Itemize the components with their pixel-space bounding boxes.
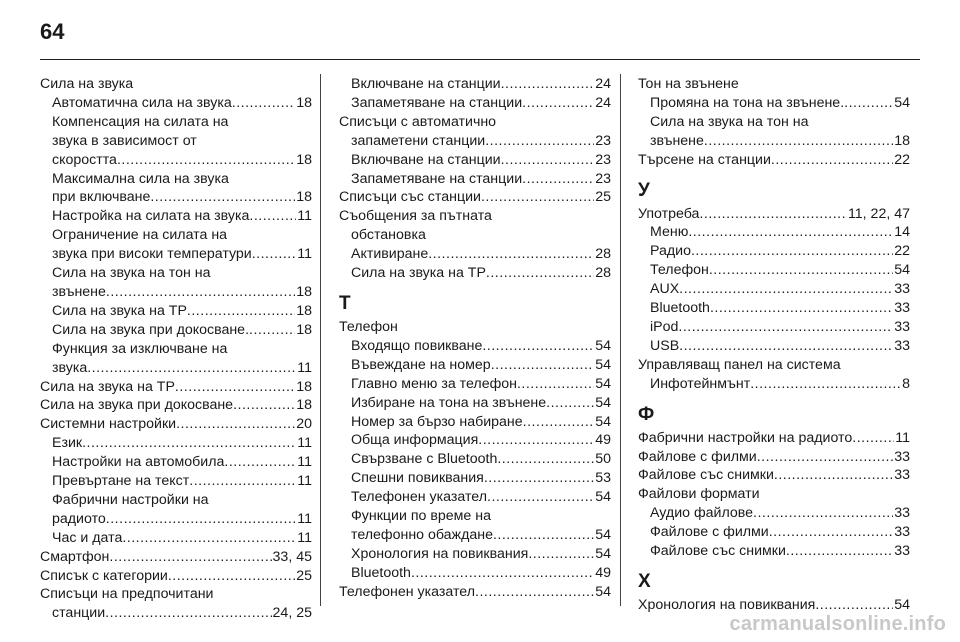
dot-leader bbox=[688, 223, 893, 242]
index-subentry bbox=[638, 113, 910, 151]
entry-label: Хронология на повиквания bbox=[351, 545, 529, 562]
index-entry bbox=[638, 356, 910, 375]
entry-page-ref: 24 bbox=[595, 76, 611, 92]
entry-page-ref: 54 bbox=[595, 375, 611, 392]
dot-leader bbox=[428, 245, 594, 264]
entry-page-ref: 23 bbox=[595, 170, 611, 187]
entry-page-ref: 11 bbox=[297, 454, 312, 471]
entry-page-ref: 54 bbox=[595, 413, 611, 430]
entry-label: AUX bbox=[650, 281, 680, 298]
entry-page-ref: 18 bbox=[296, 397, 312, 414]
entry-label: Избиране на тона на звънене bbox=[351, 394, 547, 411]
index-subentry bbox=[339, 488, 611, 507]
entry-page-ref: 18 bbox=[894, 132, 910, 149]
entry-page-ref: 54 bbox=[595, 489, 611, 506]
entry-page-ref: 11 bbox=[297, 246, 312, 263]
entry-label: Настройка на силата на звука bbox=[52, 208, 250, 225]
dot-leader bbox=[501, 75, 595, 94]
entry-label: USB bbox=[650, 337, 680, 354]
index-subentry bbox=[339, 413, 611, 432]
index-entry bbox=[339, 583, 611, 602]
index-subentry bbox=[339, 564, 611, 583]
dot-leader bbox=[232, 94, 295, 113]
entry-label: Запаметяване на станции bbox=[351, 170, 523, 187]
entry-label: Включване на станции bbox=[351, 76, 501, 92]
dot-leader bbox=[678, 318, 893, 337]
dot-leader bbox=[522, 94, 594, 113]
index-subentry bbox=[638, 504, 910, 523]
entry-label: Промяна на тона на звънене. bbox=[650, 94, 845, 111]
entry-page-ref: 25 bbox=[595, 189, 611, 206]
index-subentry bbox=[339, 245, 611, 264]
entry-label: Сила на звука bbox=[40, 76, 134, 92]
dot-leader bbox=[252, 245, 297, 264]
index-subentry bbox=[339, 75, 611, 94]
dot-leader bbox=[150, 188, 295, 207]
index-section-letter: Ф bbox=[638, 403, 655, 425]
entry-page-ref: 14 bbox=[894, 224, 910, 241]
entry-label: Меню bbox=[650, 224, 689, 241]
dot-leader bbox=[844, 94, 893, 113]
dot-leader bbox=[486, 264, 594, 283]
dot-leader bbox=[233, 396, 295, 415]
entry-page-ref: 33 bbox=[894, 448, 910, 465]
index-subentry bbox=[339, 151, 611, 170]
index-subentry bbox=[638, 242, 910, 261]
entry-page-ref: 11 bbox=[297, 510, 312, 527]
header-rule bbox=[40, 59, 920, 60]
entry-page-ref: 49 bbox=[595, 564, 611, 581]
dot-leader bbox=[493, 526, 594, 545]
dot-leader bbox=[528, 545, 594, 564]
dot-leader bbox=[87, 359, 296, 378]
entry-label: Запаметяване на станции bbox=[351, 94, 523, 111]
dot-leader bbox=[176, 415, 295, 434]
dot-leader bbox=[475, 583, 594, 602]
dot-leader bbox=[852, 429, 894, 448]
entry-label: Въвеждане на номер bbox=[351, 356, 491, 373]
index-subentry bbox=[339, 469, 611, 488]
dot-leader bbox=[482, 337, 594, 356]
index-subentry bbox=[40, 94, 312, 113]
entry-page-ref: 18 bbox=[296, 283, 312, 300]
entry-label: Тон на звънене bbox=[638, 76, 739, 92]
index-entry bbox=[40, 75, 312, 94]
entry-page-ref: 33 bbox=[894, 337, 910, 354]
entry-label: Сила на звука на TP bbox=[40, 378, 175, 395]
index-subentry bbox=[40, 529, 312, 548]
index-subentry bbox=[638, 523, 910, 542]
index-entry bbox=[638, 448, 910, 467]
dot-leader bbox=[709, 261, 893, 280]
entry-page-ref: 11 bbox=[297, 473, 312, 490]
entry-page-ref: 33 bbox=[894, 318, 910, 335]
dot-leader bbox=[106, 510, 296, 529]
entry-page-ref: 11 bbox=[297, 359, 312, 376]
entry-label: Bluetooth bbox=[650, 300, 710, 317]
index-entry bbox=[40, 567, 312, 586]
index-subentry bbox=[40, 302, 312, 321]
entry-page-ref: 54 bbox=[595, 356, 611, 373]
entry-label: запаметени станции bbox=[351, 132, 486, 149]
entry-page-ref: 33, 45 bbox=[272, 548, 312, 565]
entry-page-ref: 8 bbox=[902, 375, 910, 392]
index-subentry bbox=[339, 337, 611, 356]
entry-page-ref: 18 bbox=[296, 94, 312, 111]
index-subentry bbox=[40, 321, 312, 340]
dot-leader bbox=[710, 299, 893, 318]
entry-page-ref: 24 bbox=[595, 94, 611, 111]
entry-label: Език bbox=[52, 435, 83, 452]
entry-page-ref: 18 bbox=[296, 378, 312, 395]
entry-page-ref: 54 bbox=[595, 545, 611, 562]
entry-label: Сила на звука на TP bbox=[52, 302, 187, 319]
entry-label: скоростта bbox=[52, 151, 117, 168]
index-section-letter: У bbox=[638, 179, 650, 201]
index-entry bbox=[638, 205, 910, 224]
index-subentry bbox=[40, 472, 312, 491]
entry-label: Управляващ панел на система bbox=[638, 356, 841, 373]
entry-label: звука в зависимост от bbox=[52, 132, 197, 149]
entry-label: Сила на звука при докосване bbox=[40, 397, 234, 414]
entry-label: Обща информация bbox=[351, 432, 479, 449]
entry-label: Смартфон bbox=[40, 548, 110, 565]
dot-leader bbox=[487, 488, 594, 507]
entry-label: Аудио файлове bbox=[650, 505, 754, 522]
dot-leader bbox=[249, 207, 296, 226]
entry-label: Функция за изключване на bbox=[52, 340, 228, 357]
dot-leader bbox=[704, 132, 893, 151]
entry-page-ref: 33 bbox=[894, 543, 910, 560]
index-entry bbox=[339, 207, 611, 226]
index-subentry bbox=[339, 264, 611, 283]
dot-leader bbox=[522, 170, 594, 189]
entry-label: Търсене на станции bbox=[638, 151, 771, 168]
entry-page-ref: 11 bbox=[895, 429, 910, 446]
entry-label: звънене bbox=[650, 132, 704, 149]
index-entry bbox=[638, 466, 910, 485]
dot-leader bbox=[523, 413, 595, 432]
dot-leader bbox=[189, 472, 296, 491]
entry-page-ref: 18 bbox=[296, 189, 312, 206]
dot-leader bbox=[771, 151, 893, 170]
entry-label: Файлове със снимки bbox=[650, 543, 786, 560]
dot-leader bbox=[82, 434, 296, 453]
dot-leader bbox=[411, 564, 594, 583]
dot-leader bbox=[501, 151, 595, 170]
entry-label: Сила на звука при докосване. bbox=[52, 321, 250, 338]
dot-leader bbox=[478, 431, 594, 450]
index-subentry bbox=[40, 453, 312, 472]
index-subentry bbox=[339, 545, 611, 564]
index-entry bbox=[40, 396, 312, 415]
watermark: carmanualsonline.info bbox=[729, 613, 946, 635]
entry-label: Фабрични настройки на радиото bbox=[638, 429, 853, 446]
entry-label: Ограничение на силата на bbox=[52, 227, 228, 244]
entry-label: Файлове със снимки bbox=[638, 467, 774, 484]
entry-label: Час и дата bbox=[52, 529, 123, 546]
entry-label: Файлови формати bbox=[638, 486, 760, 503]
column-divider bbox=[320, 74, 321, 606]
entry-label: Употреба bbox=[638, 205, 700, 222]
index-subentry bbox=[40, 226, 312, 264]
index-entry bbox=[40, 548, 312, 567]
entry-label: Сила на звука на тон на bbox=[650, 113, 809, 130]
index-subentry bbox=[339, 431, 611, 450]
index-subentry bbox=[638, 375, 910, 394]
entry-page-ref: 33 bbox=[894, 505, 910, 522]
entry-page-ref: 11 bbox=[297, 529, 312, 546]
index-entry bbox=[638, 596, 910, 615]
index-subentry bbox=[339, 170, 611, 189]
entry-page-ref: 54 bbox=[595, 583, 611, 600]
entry-label: Автоматична сила на звука bbox=[52, 94, 232, 111]
entry-label: Входящо повикване bbox=[351, 337, 483, 354]
entry-page-ref: 22 bbox=[894, 151, 910, 168]
index-column-1 bbox=[40, 75, 312, 623]
dot-leader bbox=[815, 596, 893, 615]
entry-label: Включване на станции bbox=[351, 151, 501, 168]
entry-label: Номер за бързо набиране bbox=[351, 413, 523, 430]
entry-label: Спешни повиквания bbox=[351, 470, 484, 487]
index-subentry bbox=[638, 337, 910, 356]
entry-label: Активиране bbox=[351, 246, 429, 263]
dot-leader bbox=[224, 453, 296, 472]
entry-label: Списък с категории bbox=[40, 567, 168, 584]
index-subentry bbox=[638, 261, 910, 280]
index-entry bbox=[638, 429, 910, 448]
index-subentry bbox=[339, 394, 611, 413]
entry-label: Радио bbox=[650, 243, 691, 260]
dot-leader bbox=[774, 466, 893, 485]
index-subentry bbox=[339, 450, 611, 469]
index-column-3 bbox=[638, 75, 910, 615]
entry-label: Максимална сила на звука bbox=[52, 170, 229, 187]
dot-leader bbox=[491, 356, 595, 375]
index-subentry bbox=[40, 207, 312, 226]
dot-leader bbox=[106, 283, 295, 302]
entry-page-ref: 50 bbox=[595, 451, 611, 468]
dot-leader bbox=[175, 378, 295, 397]
entry-page-ref: 33 bbox=[894, 300, 910, 317]
entry-label: Превъртане на текст bbox=[52, 473, 190, 490]
dot-leader bbox=[691, 242, 893, 261]
entry-page-ref: 33 bbox=[894, 467, 910, 484]
index-subentry bbox=[638, 223, 910, 242]
entry-label: Bluetooth bbox=[351, 564, 411, 581]
index-subentry bbox=[339, 132, 611, 151]
entry-label: Списъци на предпочитани bbox=[40, 586, 214, 603]
entry-page-ref: 54 bbox=[894, 596, 910, 613]
entry-page-ref: 18 bbox=[296, 302, 312, 319]
entry-page-ref: 24, 25 bbox=[272, 605, 312, 622]
index-subentry bbox=[339, 356, 611, 375]
dot-leader bbox=[546, 394, 594, 413]
entry-page-ref: 54 bbox=[894, 94, 910, 111]
index-subentry bbox=[40, 434, 312, 453]
index-subentry bbox=[40, 340, 312, 378]
index-subentry bbox=[339, 94, 611, 113]
entry-page-ref: 23 bbox=[595, 132, 611, 149]
entry-label: Компенсация на силата на bbox=[52, 113, 229, 130]
entry-page-ref: 54 bbox=[595, 337, 611, 354]
dot-leader bbox=[122, 529, 296, 548]
entry-label: телефонно обаждане bbox=[351, 526, 493, 543]
dot-leader bbox=[484, 469, 594, 488]
index-subentry bbox=[638, 94, 910, 113]
index-subentry bbox=[40, 113, 312, 170]
entry-page-ref: 54 bbox=[595, 394, 611, 411]
index-subentry bbox=[638, 299, 910, 318]
entry-label: звука bbox=[52, 359, 88, 376]
index-entry bbox=[40, 415, 312, 434]
index-subentry bbox=[40, 170, 312, 208]
entry-page-ref: 22 bbox=[894, 243, 910, 260]
entry-label: Сила на звука на TP bbox=[351, 265, 486, 282]
index-entry bbox=[339, 318, 611, 337]
entry-label: Файлове с филми bbox=[650, 524, 769, 541]
dot-leader bbox=[679, 280, 893, 299]
entry-label: Съобщения за пътната bbox=[339, 208, 492, 225]
entry-page-ref: 54 bbox=[595, 526, 611, 543]
index-subentry bbox=[638, 542, 910, 561]
entry-label: Телефонен указател bbox=[351, 489, 487, 506]
dot-leader bbox=[105, 604, 271, 623]
index-entry bbox=[638, 151, 910, 170]
index-section-letter: Т bbox=[339, 292, 351, 314]
entry-label: обстановка bbox=[351, 227, 426, 244]
dot-leader bbox=[699, 205, 846, 224]
dot-leader bbox=[786, 542, 893, 561]
entry-page-ref: 53 bbox=[595, 470, 611, 487]
index-entry bbox=[40, 585, 312, 604]
entry-page-ref: 11 bbox=[297, 208, 312, 225]
index-column-2 bbox=[339, 75, 611, 602]
dot-leader bbox=[497, 450, 594, 469]
dot-leader bbox=[109, 548, 271, 567]
entry-label: Телефон bbox=[339, 318, 398, 335]
index-entry bbox=[40, 378, 312, 397]
entry-page-ref: 54 bbox=[894, 262, 910, 279]
index-subentry bbox=[40, 491, 312, 529]
dot-leader bbox=[679, 337, 893, 356]
index-subentry bbox=[638, 280, 910, 299]
dot-leader bbox=[117, 151, 295, 170]
entry-label: iPod bbox=[650, 318, 679, 335]
entry-page-ref: 33 bbox=[894, 524, 910, 541]
entry-label: звука при високи температури bbox=[52, 246, 252, 263]
dot-leader bbox=[485, 132, 594, 151]
entry-page-ref: 11 bbox=[297, 435, 312, 452]
index-entry bbox=[339, 188, 611, 207]
entry-label: Фабрични настройки на bbox=[52, 491, 209, 508]
entry-page-ref: 28 bbox=[595, 246, 611, 263]
entry-label: Телефон bbox=[650, 262, 709, 279]
entry-label: Сила на звука на тон на bbox=[52, 265, 211, 282]
entry-label: Функции по време на bbox=[351, 508, 491, 525]
entry-page-ref: 18 bbox=[296, 151, 312, 168]
index-subentry bbox=[40, 264, 312, 302]
entry-label: Свързване с Bluetooth bbox=[351, 451, 498, 468]
entry-page-ref: 25 bbox=[296, 567, 312, 584]
page-number: 64 bbox=[40, 19, 65, 44]
index-subentry bbox=[339, 507, 611, 545]
index-subentry bbox=[40, 604, 312, 623]
entry-page-ref: 33 bbox=[894, 281, 910, 298]
entry-label: Файлове с филми bbox=[638, 448, 757, 465]
entry-page-ref: 20 bbox=[296, 416, 312, 433]
dot-leader bbox=[481, 188, 594, 207]
dot-leader bbox=[757, 448, 893, 467]
entry-page-ref: 28 bbox=[595, 265, 611, 282]
entry-page-ref: 11, 22, 47 bbox=[847, 205, 910, 222]
entry-label: Телефонен указател bbox=[339, 583, 475, 600]
dot-leader bbox=[168, 567, 295, 586]
entry-label: радиото bbox=[52, 510, 106, 527]
index-subentry bbox=[339, 375, 611, 394]
entry-label: Хронология на повиквания bbox=[638, 596, 816, 613]
index-subentry bbox=[339, 226, 611, 245]
dot-leader bbox=[753, 504, 893, 523]
index-subentry bbox=[638, 318, 910, 337]
entry-page-ref: 18 bbox=[296, 321, 312, 338]
entry-label: Системни настройки bbox=[40, 416, 177, 433]
index-entry bbox=[339, 113, 611, 132]
dot-leader bbox=[517, 375, 594, 394]
entry-page-ref: 23 bbox=[595, 151, 611, 168]
index-entry bbox=[638, 75, 910, 94]
entry-label: Инфотейнмънт bbox=[650, 375, 751, 392]
index-section-letter: Х bbox=[638, 570, 651, 592]
entry-label: станции bbox=[52, 605, 106, 622]
entry-label: Главно меню за телефон bbox=[351, 375, 517, 392]
index-entry bbox=[638, 485, 910, 504]
dot-leader bbox=[187, 302, 295, 321]
dot-leader bbox=[750, 375, 901, 394]
column-divider bbox=[620, 74, 621, 606]
entry-label: Настройки на автомобила bbox=[52, 454, 225, 471]
entry-label: Списъци със станции bbox=[339, 189, 481, 206]
dot-leader bbox=[769, 523, 893, 542]
entry-label: Списъци с автоматично bbox=[339, 113, 497, 130]
entry-label: при включване bbox=[52, 189, 151, 206]
entry-label: звънене bbox=[52, 283, 106, 300]
entry-page-ref: 49 bbox=[595, 432, 611, 449]
dot-leader bbox=[249, 321, 295, 340]
